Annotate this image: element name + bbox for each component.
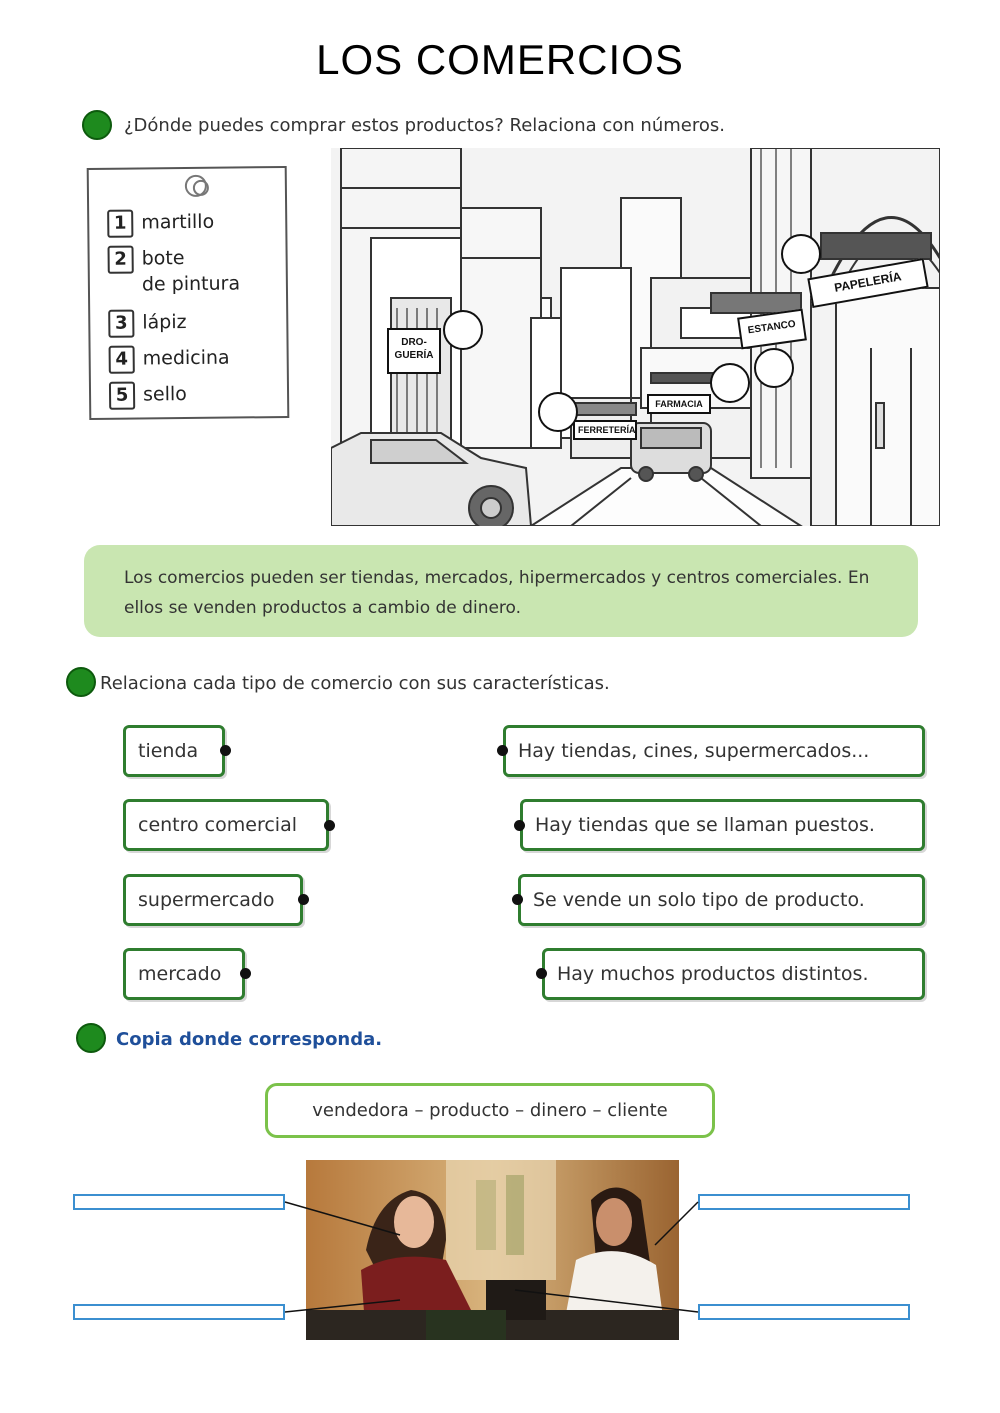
- match-left-mercado: mercado: [123, 948, 245, 1000]
- product-item: [108, 244, 241, 297]
- instruction-3: Copia donde corresponda.: [116, 1029, 383, 1050]
- product-note: [87, 166, 290, 420]
- answer-blank-bottom-right[interactable]: [698, 1304, 910, 1320]
- match-left-centro-comercial: centro comercial: [123, 799, 329, 851]
- bullet-dot-icon: [66, 667, 96, 697]
- product-label: lápiz: [142, 311, 187, 334]
- product-item: [108, 309, 187, 338]
- match-right-4: Hay muchos productos distintos.: [542, 948, 925, 1000]
- match-right-2: Hay tiendas que se llaman puestos.: [520, 799, 925, 851]
- shop-label-farmacia: FARMACIA: [647, 394, 711, 414]
- product-number: 2: [108, 246, 134, 274]
- paperclip-icon: [185, 175, 207, 197]
- shop-label-papeleria: PAPELERÍA: [807, 258, 928, 308]
- match-dot-right[interactable]: [497, 745, 508, 756]
- match-right-1: Hay tiendas, cines, supermercados...: [503, 725, 925, 777]
- match-dot-right[interactable]: [512, 894, 523, 905]
- product-item: [109, 381, 187, 410]
- product-label: martillo: [141, 210, 215, 234]
- instruction-2: Relaciona cada tipo de comercio con sus características.: [100, 673, 610, 694]
- shop-photo: [306, 1160, 679, 1340]
- product-item: [107, 209, 214, 238]
- match-left-supermercado: supermercado: [123, 874, 303, 926]
- product-number: 1: [107, 210, 133, 238]
- product-label: bote de pintura: [141, 247, 241, 296]
- instruction-1: ¿Dónde puedes comprar estos productos? Relaciona con números.: [124, 115, 725, 136]
- match-dot-left[interactable]: [298, 894, 309, 905]
- shop-label-ferreteria: FERRETERÍA: [573, 420, 637, 440]
- photo-drawing: [306, 1160, 679, 1340]
- match-dot-left[interactable]: [240, 968, 251, 979]
- answer-blank-bottom-left[interactable]: [73, 1304, 285, 1320]
- answer-circle-drogueria[interactable]: [443, 310, 483, 350]
- bullet-dot-icon: [76, 1023, 106, 1053]
- shop-label-drogueria: DRO- GUERÍA: [387, 328, 441, 374]
- product-number: 4: [109, 346, 135, 374]
- bullet-dot-icon: [82, 110, 112, 140]
- answer-circle-estanco[interactable]: [754, 348, 794, 388]
- answer-circle-ferreteria[interactable]: [538, 392, 578, 432]
- answer-circle-farmacia[interactable]: [710, 363, 750, 403]
- word-bank: vendedora – producto – dinero – cliente: [265, 1083, 715, 1138]
- match-dot-right[interactable]: [514, 820, 525, 831]
- answer-blank-top-left[interactable]: [73, 1194, 285, 1210]
- shop-label-estanco: ESTANCO: [737, 309, 807, 350]
- city-street-illustration: [331, 148, 940, 526]
- product-number: 5: [109, 382, 135, 410]
- match-dot-right[interactable]: [536, 968, 547, 979]
- page-title: LOS COMERCIOS: [316, 36, 684, 83]
- answer-blank-top-right[interactable]: [698, 1194, 910, 1210]
- answer-circle-papeleria[interactable]: [781, 234, 821, 274]
- match-dot-left[interactable]: [324, 820, 335, 831]
- product-number: 3: [108, 310, 134, 338]
- match-dot-left[interactable]: [220, 745, 231, 756]
- match-right-3: Se vende un solo tipo de producto.: [518, 874, 925, 926]
- product-label: sello: [142, 383, 187, 406]
- match-left-tienda: tienda: [123, 725, 225, 777]
- info-box: Los comercios pueden ser tiendas, mercados, hipermercados y centros comerciales. En ellos se venden productos a cambio de dinero.: [84, 545, 918, 637]
- product-item: [109, 345, 230, 374]
- product-label: medicina: [142, 346, 230, 370]
